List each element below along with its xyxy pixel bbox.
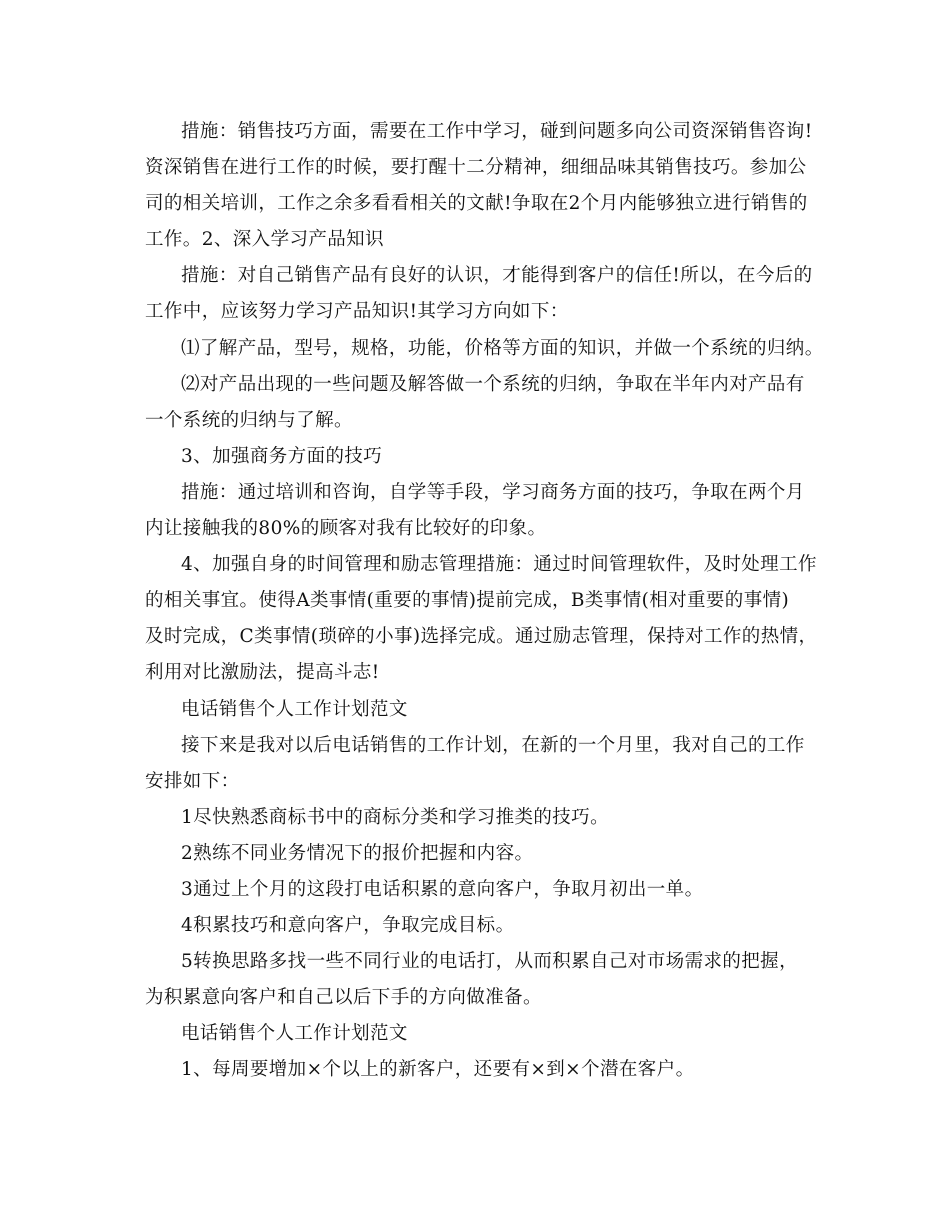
text-line: 措施：对自己销售产品有良好的认识，才能得到客户的信任!所以，在今后的 [181, 265, 813, 287]
text-line: ⑴了解产品，型号，规格，功能，价格等方面的知识，并做一个系统的归纳。 [181, 337, 824, 359]
text-line: 措施：销售技巧方面，需要在工作中学习，碰到问题多向公司资深销售咨询! [181, 121, 813, 142]
section-title: 电话销售个人工作计划范文 [181, 1023, 408, 1045]
section-title: 电话销售个人工作计划范文 [181, 698, 408, 720]
document-body [145, 114, 825, 1089]
list-item: 1尽快熟悉商标书中的商标分类和学习推类的技巧。 [181, 806, 609, 828]
text-line: 措施：通过培训和咨询，自学等手段，学习商务方面的技巧，争取在两个月 [181, 481, 805, 503]
text-line: 司的相关培训，工作之余多看看相关的文献!争取在2个月内能够独立进行销售的 [145, 193, 808, 215]
list-item: 2熟练不同业务情况下的报价把握和内容。 [181, 842, 534, 864]
text-line: 工作中，应该努力学习产品知识!其学习方向如下： [145, 301, 569, 323]
text-line: 为积累意向客户和自己以后下手的方向做准备。 [145, 987, 542, 1009]
text-line: 接下来是我对以后电话销售的工作计划，在新的一个月里，我对自己的工作 [181, 734, 805, 756]
list-item: 3通过上个月的这段打电话积累的意向客户，争取月初出一单。 [181, 878, 704, 900]
text-line: 资深销售在进行工作的时候，要打醒十二分精神，细细品味其销售技巧。参加公 [145, 157, 807, 179]
text-line: ⑵对产品出现的一些问题及解答做一个系统的归纳，争取在半年内对产品有 [181, 373, 805, 395]
text-line: 的相关事宜。使得A类事情(重要的事情)提前完成，B类事情(相对重要的事情) [145, 590, 790, 612]
text-line: 一个系统的归纳与了解。 [145, 409, 353, 431]
text-line: 4、加强自身的时间管理和励志管理措施：通过时间管理软件，及时处理工作 [181, 554, 817, 576]
text-line: 内让接触我的80%的顾客对我有比较好的印象。 [145, 518, 547, 540]
section-heading: 3、加强商务方面的技巧 [181, 445, 383, 467]
text-line: 及时完成，C类事情(琐碎的小事)选择完成。通过励志管理，保持对工作的热情， [145, 626, 818, 648]
text-line: 利用对比激励法，提高斗志! [145, 662, 380, 684]
list-item: 4积累技巧和意向客户，争取完成目标。 [181, 915, 515, 937]
text-line: 安排如下： [145, 770, 240, 792]
text-line: 工作。2、深入学习产品知识 [145, 229, 384, 251]
list-item: 5转换思路多找一些不同行业的电话打，从而积累自己对市场需求的把握， [181, 951, 798, 973]
list-item: 1、每周要增加×个以上的新客户，还要有×到×个潜在客户。 [181, 1059, 695, 1081]
